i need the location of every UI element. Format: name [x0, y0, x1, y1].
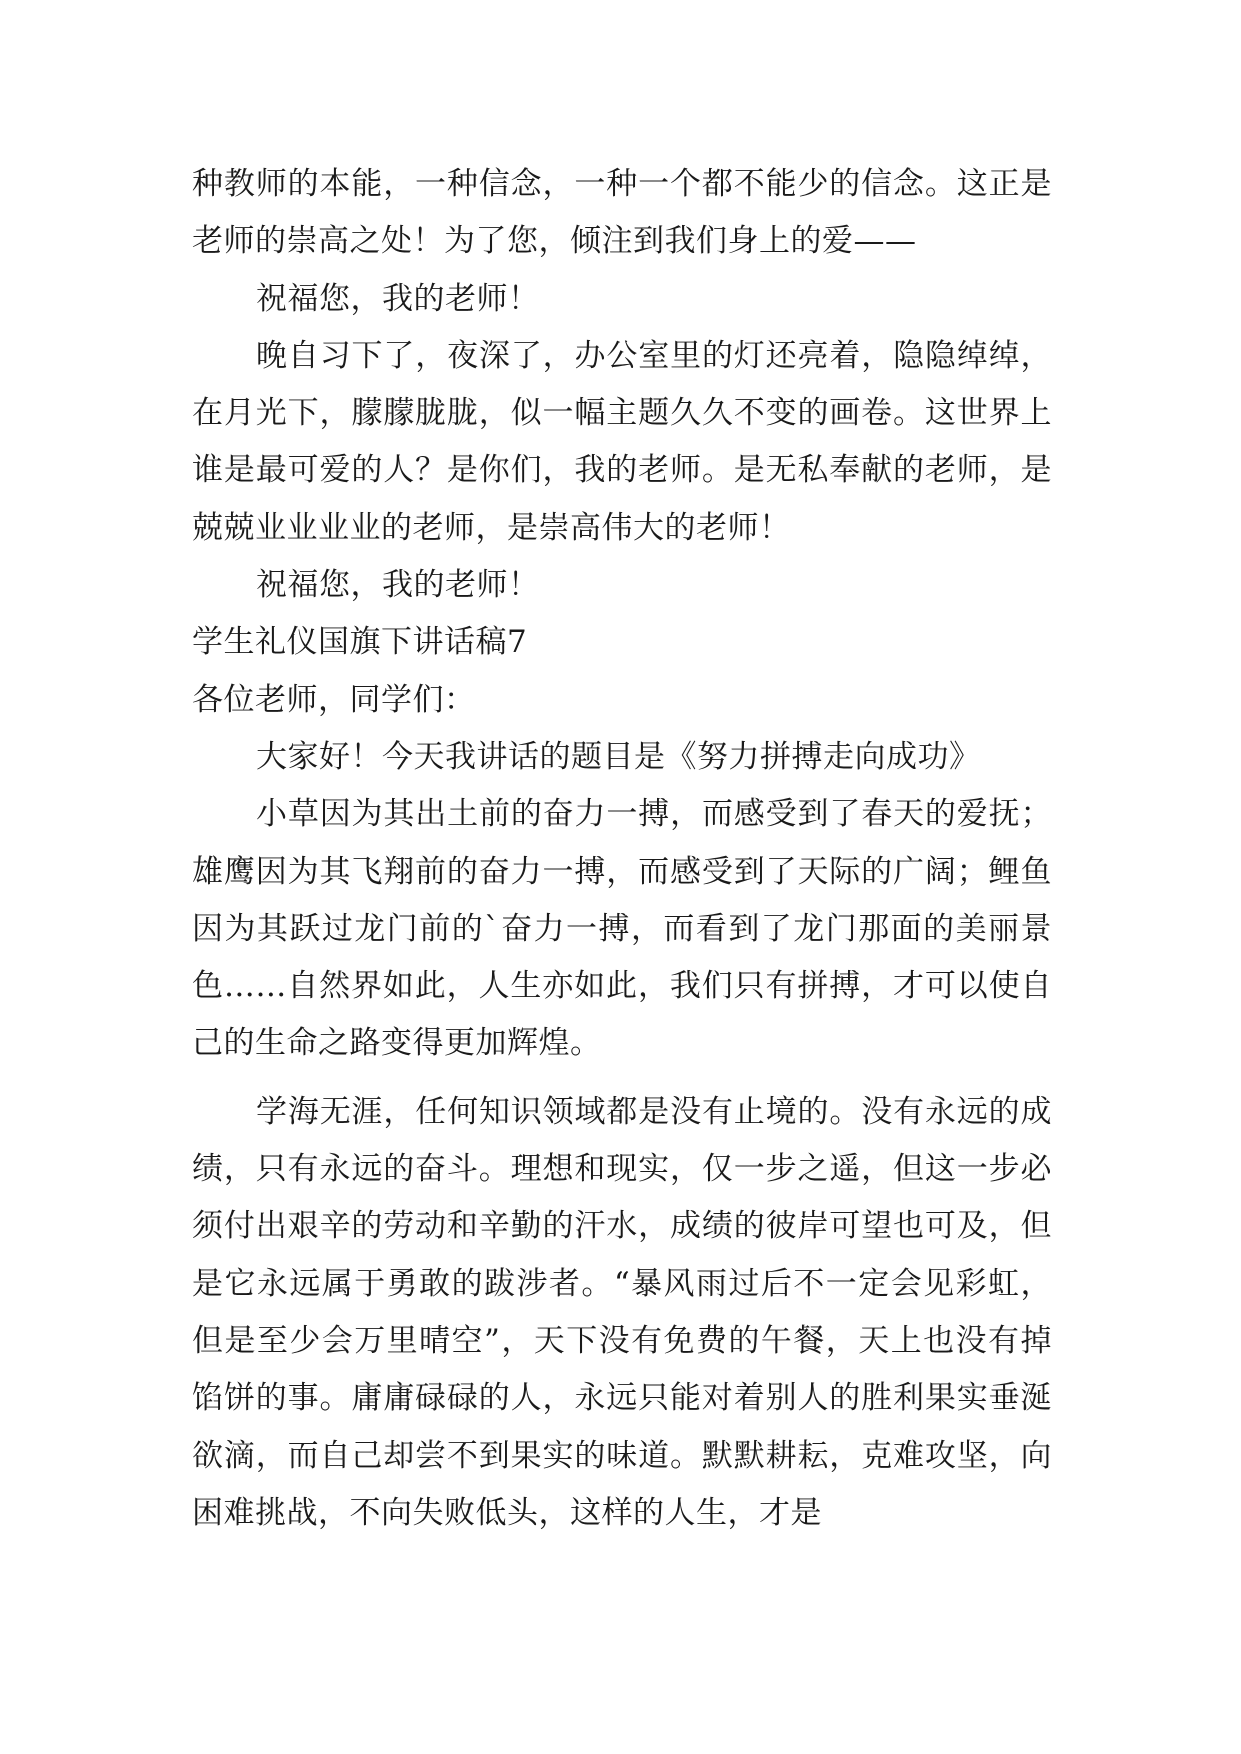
- paragraph-greeting: 大家好！今天我讲话的题目是《努力拼搏走向成功》: [256, 738, 981, 775]
- salutation: 各位老师，同学们：: [192, 681, 476, 718]
- paragraph-continuation: 种教师的本能，一种信念，一种一个都不能少的信念。这正是老师的崇高之处！为了您，倾注到我们身上的爱——: [192, 166, 1052, 260]
- section-title: 学生礼仪国旗下讲话稿7: [192, 624, 528, 661]
- document-body: [192, 156, 1052, 1542]
- paragraph-blessing: 祝福您，我的老师！: [256, 280, 540, 317]
- paragraph-learning: 学海无涯，任何知识领域都是没有止境的。没有永远的成绩，只有永远的奋斗。理想和现实，仅一步之遥，但这一步必须付出艰辛的劳动和辛勤的汗水，成绩的彼岸可望也可及，但是它永远属于勇敢的跋涉者。“暴风雨过后不一定会见彩虹，但是至少会万里晴空”，天下没有免费的午餐，天上也没有掉馅饼的事。庸庸碌碌的人，永远只能对着别人的胜利果实垂涎欲滴，而自己却尝不到果实的味道。默默耕耘，克难攻坚，向困难挑战，不向失败低头，这样的人生，才是: [192, 1093, 1052, 1531]
- paragraph-evening-study: 晚自习下了，夜深了，办公室里的灯还亮着，隐隐绰绰，在月光下，朦朦胧胧，似一幅主题久久不变的画卷。这世界上谁是最可爱的人？是你们，我的老师。是无私奉献的老师，是兢兢业业业业的老师，是崇高伟大的老师！: [192, 337, 1052, 546]
- paragraph-struggle: 小草因为其出土前的奋力一搏，而感受到了春天的爱抚；雄鹰因为其飞翔前的奋力一搏，而感受到了天际的广阔；鲤鱼因为其跃过龙门前的`奋力一搏，而看到了龙门那面的美丽景色……自然界如此，人生亦如此，我们只有拼搏，才可以使自己的生命之路变得更加辉煌。: [192, 796, 1052, 1062]
- paragraph-blessing-repeat: 祝福您，我的老师！: [256, 567, 540, 604]
